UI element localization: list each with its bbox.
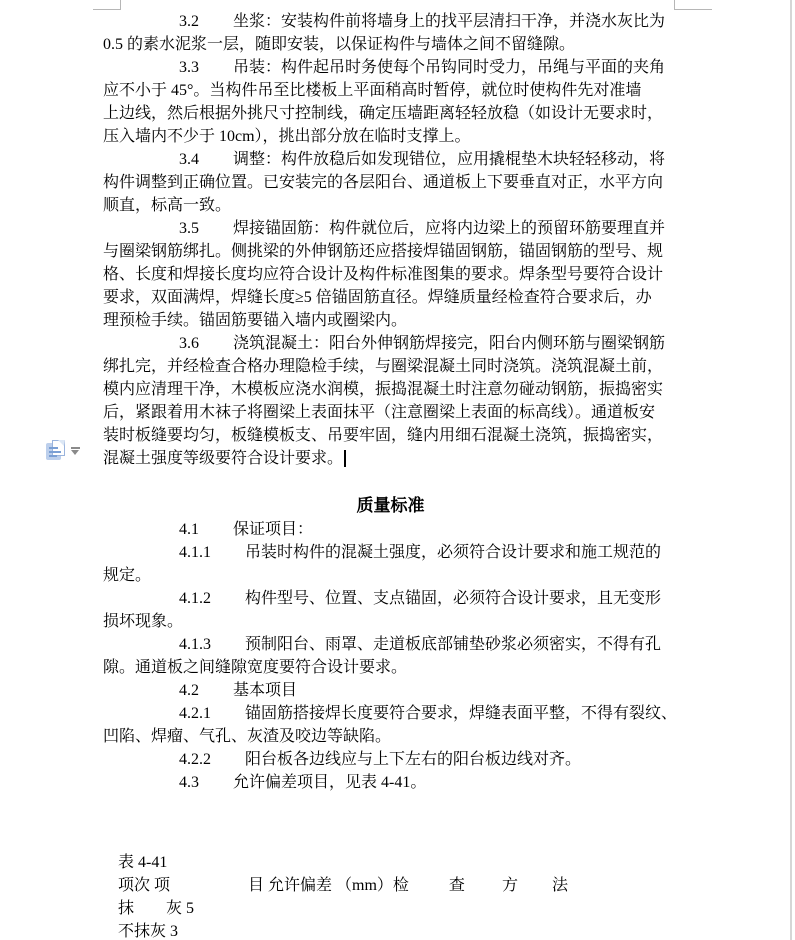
line-text: 预制阳台、雨罩、走道板底部铺垫砂浆必须密实，不得有孔 (245, 636, 662, 653)
text-line[interactable] (103, 771, 703, 794)
table-text-line[interactable] (118, 851, 703, 874)
text-line[interactable] (103, 447, 703, 470)
text-line[interactable] (103, 263, 703, 286)
text-line[interactable] (103, 56, 703, 79)
paste-icon-textline (49, 447, 58, 449)
table-4-41-block (118, 851, 703, 940)
line-text: 模内应清理干净，木模板应浇水润模，振捣混凝土时注意勿碰动钢筋，振捣密实 (103, 381, 664, 398)
text-boundary-mark (674, 0, 675, 10)
table-text-line[interactable] (118, 897, 703, 920)
line-text: 要求，双面满焊，焊缝长度≥5 倍锚固筋直径。焊缝质量经检查符合要求后，办 (103, 289, 652, 306)
quality-section (103, 518, 703, 794)
section-number: 3.4 (179, 151, 199, 168)
text-line[interactable] (103, 194, 703, 217)
section-heading-quality-standard[interactable]: 质量标准 (356, 496, 425, 515)
text-line[interactable] (103, 679, 703, 702)
text-line[interactable] (103, 10, 703, 33)
text-line[interactable] (103, 610, 703, 633)
text-segment: 抹 (118, 900, 135, 917)
line-text: 后，紧跟着用木袜子将圈梁上表面抹平（注意圈梁上表面的标高线）。通道板安 (103, 404, 656, 421)
section-number: 3.3 (179, 59, 199, 76)
line-text: 规定。 (103, 567, 152, 584)
text-segment: 查 (448, 877, 465, 894)
chevron-down-icon[interactable] (71, 447, 80, 455)
text-line[interactable] (103, 564, 703, 587)
line-text: 绑扎完，并经检查合格办理隐检手续，与圈梁混凝土同时浇筑。浇筑混凝土前， (103, 358, 664, 375)
page-edge-line (790, 0, 792, 940)
line-text: 构件型号、位置、支点锚固，必须符合设计要求，且无变形 (245, 590, 662, 607)
section-number: 4.1 (179, 521, 199, 538)
document-body[interactable] (103, 10, 703, 940)
line-text: 顺直，标高一致。 (103, 197, 232, 214)
line-text: 坐浆：安装构件前将墙身上的找平层清扫干净，并浇水灰比为 (233, 13, 666, 30)
paste-icon-textline (49, 451, 61, 453)
line-text: 理预检手续。锚固筋要锚入墙内或圈梁内。 (103, 312, 408, 329)
line-text: 凹陷、焊瘤、气孔、灰渣及咬边等缺陷。 (103, 728, 392, 745)
text-line[interactable] (103, 378, 703, 401)
text-cursor (344, 450, 346, 467)
section-number: 4.2 (179, 682, 199, 699)
text-line[interactable] (103, 401, 703, 424)
text-segment: 法 (551, 877, 568, 894)
text-line[interactable] (103, 541, 703, 564)
text-line[interactable] (103, 171, 703, 194)
text-line[interactable] (103, 587, 703, 610)
line-text: 压入墙内不少于 10cm），挑出部分放在临时支撑上。 (103, 128, 471, 145)
table-text-line[interactable] (118, 920, 703, 940)
text-line[interactable] (103, 286, 703, 309)
line-text: 基本项目 (233, 682, 298, 699)
section-number: 4.1.2 (179, 590, 211, 607)
section-number: 3.6 (179, 335, 199, 352)
text-line[interactable] (103, 725, 703, 748)
text-line[interactable] (103, 148, 703, 171)
text-line[interactable] (103, 332, 703, 355)
text-segment: 表 4-41 (118, 854, 168, 871)
line-text: 阳台板各边线应与上下左右的阳台板边线对齐。 (245, 751, 582, 768)
line-text: 隙。通道板之间缝隙宽度要符合设计要求。 (103, 659, 408, 676)
text-line[interactable] (103, 748, 703, 771)
line-text: 混凝土强度等级要符合设计要求。 (103, 450, 344, 467)
text-line[interactable] (103, 309, 703, 332)
line-text: 保证项目： (233, 521, 314, 538)
line-text: 锚固筋搭接焊长度要符合要求，焊缝表面平整，不得有裂纹、 (245, 705, 678, 722)
section-number: 4.1.3 (179, 636, 211, 653)
text-line[interactable] (103, 79, 703, 102)
line-text: 浇筑混凝土：阳台外伸钢筋焊接完，阳台内侧环筋与圈梁钢筋 (233, 335, 666, 352)
text-line[interactable] (103, 518, 703, 541)
line-text: 装时板缝要均匀，板缝模板支、吊要牢固，缝内用细石混凝土浇筑，振捣密实， (103, 427, 664, 444)
line-text: 与圈梁钢筋绑扎。侧挑梁的外伸钢筋还应搭接焊锚固钢筋，锚固钢筋的型号、规 (103, 243, 664, 260)
text-segment: 目 允许偏差 （mm）检 (248, 877, 409, 894)
line-text: 损坏现象。 (103, 613, 184, 630)
paste-icon-textline (49, 455, 57, 457)
line-text: 0.5 的素水泥浆一层，随即安装，以保证构件与墙体之间不留缝隙。 (103, 36, 576, 53)
line-text: 构件调整到正确位置。已安装完的各层阳台、通道板上下要垂直对正，水平方向 (103, 174, 664, 191)
text-segment: 方 (501, 877, 518, 894)
text-segment: 项次 项 (118, 877, 171, 894)
text-line[interactable] (103, 217, 703, 240)
text-line[interactable] (103, 633, 703, 656)
section-number: 4.3 (179, 774, 199, 791)
text-line[interactable] (103, 355, 703, 378)
line-text: 格、长度和焊接长度均应符合设计及构件标准图集的要求。焊条型号要符合设计 (103, 266, 664, 283)
line-text: 应不小于 45°。当构件吊至比楼板上平面稍高时暂停，就位时使构件先对准墙 (103, 82, 642, 99)
line-text: 调整：构件放稳后如发现错位，应用撬棍垫木块轻轻移动，将 (233, 151, 666, 168)
section-number: 4.1.1 (179, 544, 211, 561)
section-number: 3.5 (179, 220, 199, 237)
text-line[interactable] (103, 424, 703, 447)
line-text: 允许偏差项目，见表 4-41。 (233, 774, 427, 791)
line-text: 吊装时构件的混凝土强度，必须符合设计要求和施工规范的 (245, 544, 662, 561)
text-line[interactable] (103, 125, 703, 148)
text-line[interactable] (103, 102, 703, 125)
section-number: 3.2 (179, 13, 199, 30)
text-line[interactable] (103, 240, 703, 263)
text-line[interactable] (103, 656, 703, 679)
section-number: 4.2.2 (179, 751, 211, 768)
text-line[interactable] (103, 702, 703, 725)
line-text: 焊接锚固筋：构件就位后，应将内边梁上的预留环筋要理直并 (233, 220, 666, 237)
paste-options-icon[interactable] (46, 439, 68, 461)
text-segment: 灰 5 (166, 900, 195, 917)
paste-icon-fold (58, 440, 65, 446)
table-text-line[interactable] (118, 874, 703, 897)
construction-section (103, 10, 703, 470)
text-line[interactable] (103, 33, 703, 56)
line-text: 吊装：构件起吊时务使每个吊钩同时受力，吊绳与平面的夹角 (233, 59, 666, 76)
line-text: 上边线，然后根据外挑尺寸控制线，确定压墙距离轻轻放稳（如设计无要求时， (103, 105, 664, 122)
text-segment: 不抹灰 3 (118, 923, 179, 940)
text-boundary-mark (120, 0, 121, 10)
section-number: 4.2.1 (179, 705, 211, 722)
